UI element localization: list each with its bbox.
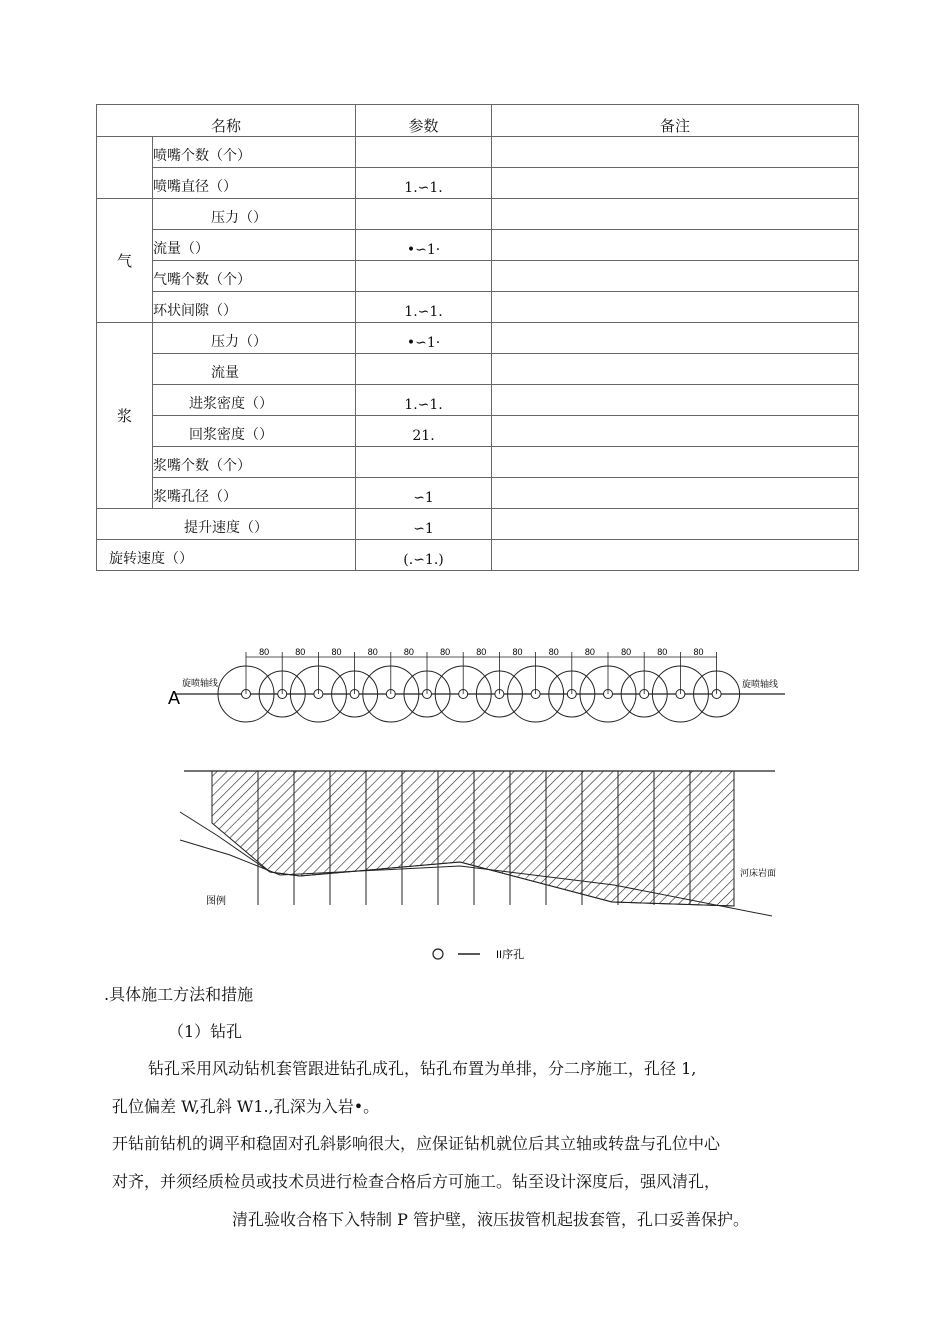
item-cell: 进浆密度（） [153, 385, 356, 416]
remark-cell [492, 478, 859, 509]
table-row [97, 137, 859, 168]
table-row [97, 168, 859, 199]
header-name: 名称 [97, 105, 356, 137]
remark-cell [492, 354, 859, 385]
param-cell [356, 447, 492, 478]
item-cell: 气嘴个数（个） [153, 261, 356, 292]
group-gas: 气 [97, 199, 153, 323]
table-row [97, 509, 859, 540]
spacing-label: 80 [403, 647, 414, 657]
table-row [97, 478, 859, 509]
spacing-label: 80 [548, 647, 559, 657]
legend-symbol-label: II序孔 [496, 949, 525, 961]
item-cell: 喷嘴个数（个） [153, 137, 356, 168]
item-cell: 压力（） [153, 199, 356, 230]
table-row [97, 540, 859, 571]
remark-cell [492, 292, 859, 323]
param-cell: ∽1 [356, 478, 492, 509]
section-heading: .具体施工方法和措施 [104, 985, 254, 1004]
axis-label-left: 旋喷轴线 [182, 678, 219, 688]
param-cell [356, 261, 492, 292]
remark-cell [492, 168, 859, 199]
parameter-table [96, 104, 859, 571]
paragraph-line: 钻孔采用风动钻机套管跟进钻孔成孔，钻孔布置为单排，分二序施工，孔径 1, [148, 1059, 697, 1078]
grouting-layout-figure [160, 640, 800, 970]
spacing-label: 80 [476, 647, 487, 657]
grout-curtain [212, 771, 734, 906]
item-cell: 回浆密度（） [153, 416, 356, 447]
riverbed-label: 河床岩面 [740, 868, 777, 878]
param-cell [356, 199, 492, 230]
param-cell: 1.∽1. [356, 385, 492, 416]
remark-cell [492, 261, 859, 292]
paragraph-line: 孔位偏差 W,孔斜 W1.,孔深为入岩•。 [112, 1097, 380, 1116]
table-row [97, 199, 859, 230]
group-slurry: 浆 [97, 323, 153, 509]
param-cell: (.∽1.) [356, 540, 492, 571]
spacing-label: 80 [331, 647, 342, 657]
remark-cell [492, 540, 859, 571]
spacing-label: 80 [512, 647, 523, 657]
table-row [97, 447, 859, 478]
spacing-label: 80 [621, 647, 632, 657]
spacing-label: 80 [693, 647, 704, 657]
legend-title: 图例 [206, 896, 226, 907]
param-cell: •∽1· [356, 323, 492, 354]
item-cell: 浆嘴个数（个） [153, 447, 356, 478]
paragraph-line: 清孔验收合格下入特制 P 管护壁，液压拔管机起拔套管，孔口妥善保护。 [232, 1210, 749, 1229]
param-cell: 1.∽1. [356, 168, 492, 199]
plan-view [176, 647, 785, 722]
item-cell: 旋转速度（） [97, 540, 356, 571]
spacing-label: 80 [295, 647, 306, 657]
table-row [97, 230, 859, 261]
item-cell: 压力（） [153, 323, 356, 354]
item-cell: 环状间隙（） [153, 292, 356, 323]
spacing-label: 80 [584, 647, 595, 657]
section-mark: A [168, 688, 181, 708]
remark-cell [492, 199, 859, 230]
param-cell: ∽1 [356, 509, 492, 540]
table-row [97, 323, 859, 354]
item-cell: 提升速度（） [97, 509, 356, 540]
table-row [97, 385, 859, 416]
header-remark: 备注 [492, 105, 859, 137]
legend-hole-icon [433, 949, 443, 959]
remark-cell [492, 323, 859, 354]
table-row [97, 292, 859, 323]
spacing-label: 80 [440, 647, 451, 657]
remark-cell [492, 385, 859, 416]
table-row [97, 416, 859, 447]
param-cell: •∽1· [356, 230, 492, 261]
spacing-label: 80 [259, 647, 270, 657]
spacing-label: 80 [367, 647, 378, 657]
paragraph-line: 开钻前钻机的调平和稳固对孔斜影响很大，应保证钻机就位后其立轴或转盘与孔位中心 [112, 1134, 721, 1153]
table-row [97, 261, 859, 292]
group-empty [97, 137, 153, 199]
remark-cell [492, 509, 859, 540]
spacing-label: 80 [657, 647, 668, 657]
param-cell: 21. [356, 416, 492, 447]
param-cell [356, 137, 492, 168]
remark-cell [492, 137, 859, 168]
item-cell: 浆嘴孔径（） [153, 478, 356, 509]
param-cell: 1.∽1. [356, 292, 492, 323]
remark-cell [492, 230, 859, 261]
item-cell: 流量（） [153, 230, 356, 261]
item-cell: 流量 [153, 354, 356, 385]
axis-label-right: 旋喷轴线 [742, 679, 779, 689]
remark-cell [492, 447, 859, 478]
subheading: （1）钻孔 [168, 1022, 243, 1041]
table-row [97, 354, 859, 385]
item-cell: 喷嘴直径（） [153, 168, 356, 199]
header-param: 参数 [356, 105, 492, 137]
remark-cell [492, 416, 859, 447]
param-cell [356, 354, 492, 385]
paragraph-line: 对齐，并须经质检员或技术员进行检查合格后方可施工。钻至设计深度后，强风清孔， [112, 1172, 721, 1191]
